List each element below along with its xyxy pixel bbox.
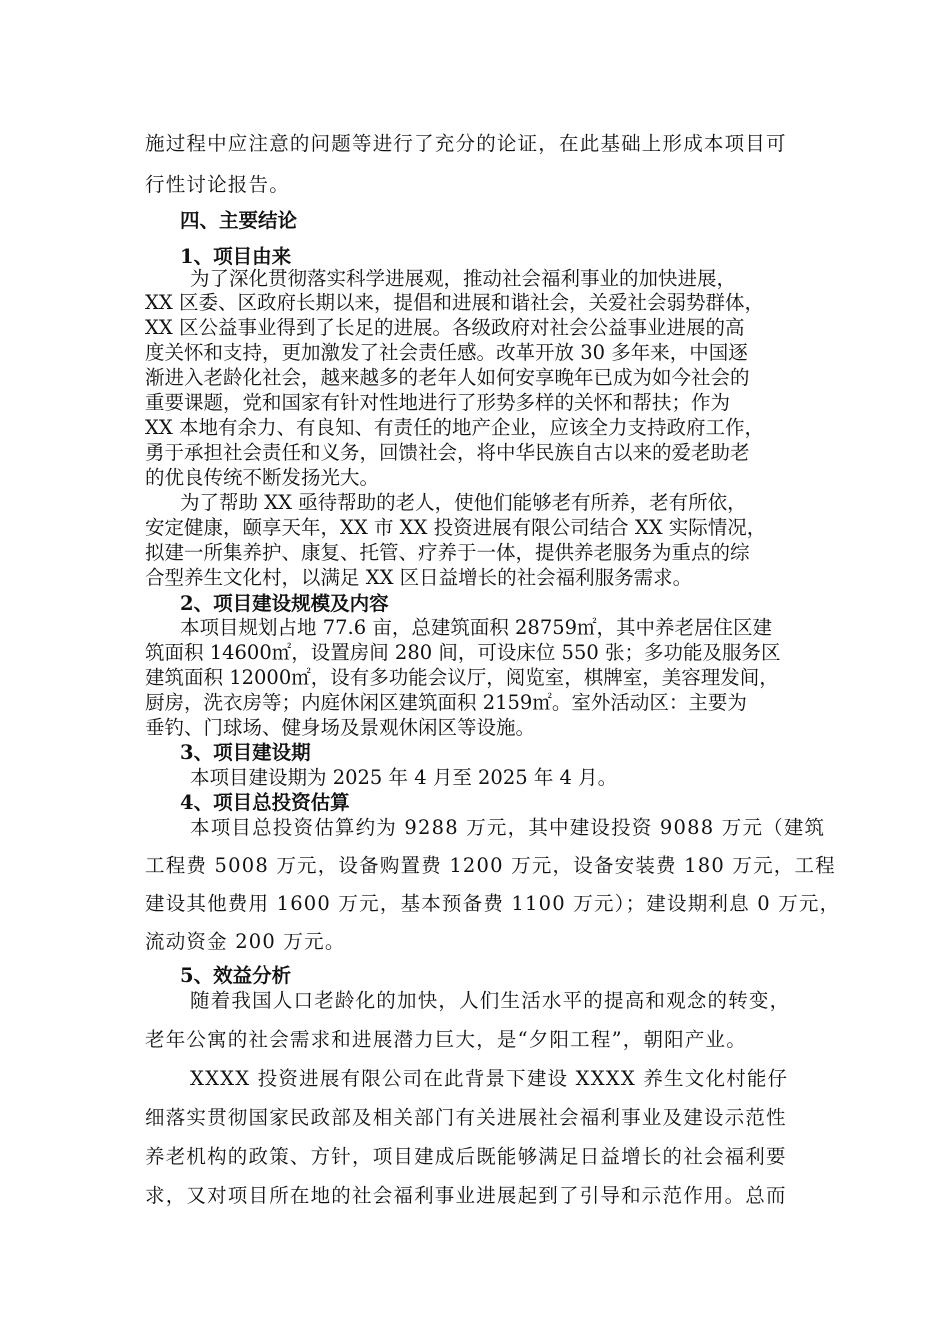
subsection-heading: 2、项目建设规模及内容 bbox=[180, 592, 389, 615]
paragraph-line: 安定健康，颐享天年，XX 市 XX 投资进展有限公司结合 XX 实际情况， bbox=[145, 516, 767, 539]
paragraph-line: 渐进入老龄化社会，越来越多的老年人如何安享晚年已成为如今社会的 bbox=[145, 366, 750, 389]
subsection-heading: 1、项目由来 bbox=[180, 245, 292, 268]
paragraph-line: 建筑面积 12000㎡，设有多功能会议厅，阅览室，棋牌室，美容理发间， bbox=[145, 666, 779, 689]
section-title: 四、主要结论 bbox=[180, 209, 298, 232]
paragraph-line: 的优良传统不断发扬光大。 bbox=[145, 466, 380, 489]
paragraph-line: 拟建一所集养护、康复、托管、疗养于一体，提供养老服务为重点的综 bbox=[145, 541, 750, 564]
paragraph-line: 本项目总投资估算约为 9288 万元，其中建设投资 9088 万元（建筑 bbox=[190, 816, 826, 839]
paragraph-line: 筑面积 14600㎡，设置房间 280 间，可设床位 550 张；多功能及服务区 bbox=[145, 641, 781, 664]
paragraph-line: 合型养生文化村，以满足 XX 区日益增长的社会福利服务需求。 bbox=[145, 566, 693, 589]
paragraph-line: 老年公寓的社会需求和进展潜力巨大，是“夕阳工程”，朝阳产业。 bbox=[145, 1028, 747, 1051]
paragraph-line: 垂钓、门球场、健身场及景观休闲区等设施。 bbox=[145, 716, 536, 739]
paragraph-line: 细落实贯彻国家民政部及相关部门有关进展社会福利事业及建设示范性 bbox=[145, 1106, 787, 1129]
paragraph-line: 为了深化贯彻落实科学进展观，推动社会福利事业的加快进展， bbox=[190, 267, 737, 290]
paragraph-line: 流动资金 200 万元。 bbox=[145, 930, 346, 953]
subsection-heading: 3、项目建设期 bbox=[180, 741, 311, 764]
paragraph-line: 建设其他费用 1600 万元，基本预备费 1100 万元）；建设期利息 0 万元， bbox=[145, 892, 841, 915]
paragraph-line: 求，又对项目所在地的社会福利事业进展起到了引导和示范作用。总而 bbox=[145, 1184, 787, 1207]
paragraph-line: XX 本地有余力、有良知、有责任的地产企业，应该全力支持政府工作， bbox=[145, 416, 764, 439]
paragraph-line: 重要课题，党和国家有针对性地进行了形势多样的关怀和帮扶；作为 bbox=[145, 391, 731, 414]
paragraph-line: 养老机构的政策、方针，项目建成后既能够满足日益增长的社会福利要 bbox=[145, 1145, 787, 1168]
paragraph-line: 本项目建设期为 2025 年 4 月至 2025 年 4 月。 bbox=[190, 766, 618, 789]
paragraph-line: 本项目规划占地 77.6 亩，总建筑面积 28759㎡，其中养老居住区建 bbox=[180, 616, 773, 639]
paragraph-line: 行性讨论报告。 bbox=[145, 173, 290, 196]
paragraph-line: XXXX 投资进展有限公司在此背景下建设 XXXX 养生文化村能仔 bbox=[190, 1067, 789, 1090]
paragraph-line: XX 区委、区政府长期以来，提倡和进展和谐社会，关爱社会弱势群体， bbox=[145, 291, 764, 314]
paragraph-line: XX 区公益事业得到了长足的进展。各级政府对社会公益事业进展的高 bbox=[145, 316, 745, 339]
paragraph-line: 勇于承担社会责任和义务，回馈社会，将中华民族自古以来的爱老助老 bbox=[145, 441, 750, 464]
paragraph-line: 为了帮助 XX 亟待帮助的老人，使他们能够老有所养，老有所依， bbox=[180, 491, 747, 514]
paragraph-line: 施过程中应注意的问题等进行了充分的论证，在此基础上形成本项目可 bbox=[145, 132, 787, 155]
paragraph-line: 工程费 5008 万元，设备购置费 1200 万元，设备安装费 180 万元，工程 bbox=[145, 854, 836, 877]
subsection-heading: 5、效益分析 bbox=[180, 964, 292, 987]
paragraph-line: 随着我国人口老龄化的加快，人们生活水平的提高和观念的转变， bbox=[190, 989, 791, 1012]
subsection-heading: 4、项目总投资估算 bbox=[180, 791, 350, 814]
paragraph-line: 度关怀和支持，更加激发了社会责任感。改革开放 30 多年来，中国逐 bbox=[145, 341, 748, 364]
paragraph-line: 厨房，洗衣房等；内庭休闲区建筑面积 2159㎡。室外活动区：主要为 bbox=[145, 691, 747, 714]
